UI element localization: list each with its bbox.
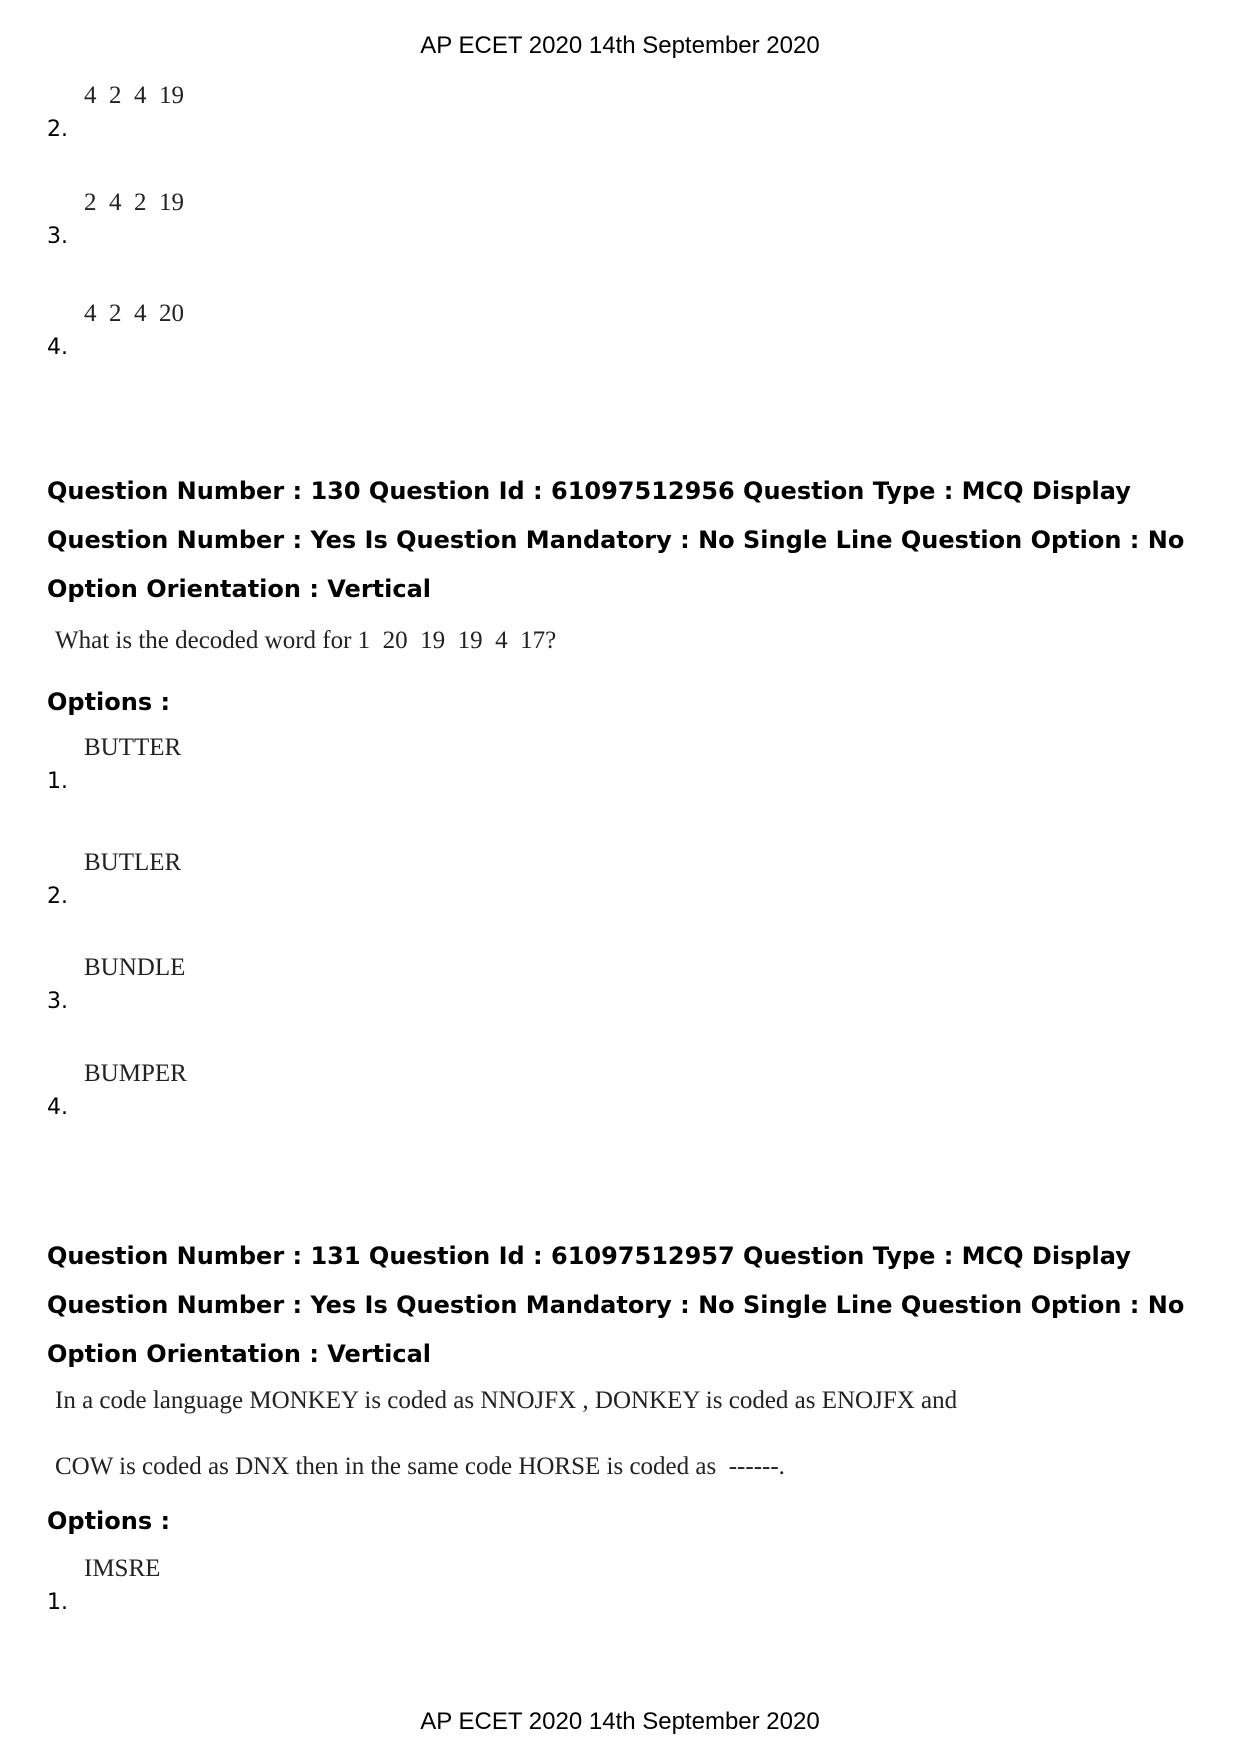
option-item <box>47 82 647 142</box>
option-item <box>47 734 647 794</box>
page-header: AP ECET 2020 14th September 2020 <box>420 32 820 59</box>
option-value: BUMPER <box>84 1060 187 1087</box>
option-value: BUTLER <box>84 849 182 876</box>
question-text-line: COW is coded as DNX then in the same code HORSE is coded as ------. <box>55 1453 785 1480</box>
option-item <box>47 1555 647 1615</box>
option-item <box>47 189 647 249</box>
option-value: 4 2 4 19 <box>84 82 184 109</box>
option-value: IMSRE <box>84 1555 161 1582</box>
option-number: 1. <box>47 769 68 794</box>
option-item <box>47 954 647 1014</box>
option-value: 2 4 2 19 <box>84 189 184 216</box>
options-label: Options : <box>47 688 171 716</box>
option-value: 4 2 4 20 <box>84 300 184 327</box>
question-meta: Question Number : 130 Question Id : 61097512956 Question Type : MCQ Display Question Number : Yes Is Question Mandatory : No Single Line Question Option : No Option Orientation : Vertical <box>47 477 1185 603</box>
option-number: 3. <box>47 989 68 1014</box>
option-number: 4. <box>47 335 68 360</box>
option-number: 2. <box>47 884 68 909</box>
question-text-line: In a code language MONKEY is coded as NNOJFX , DONKEY is coded as ENOJFX and <box>55 1387 958 1414</box>
page-footer: AP ECET 2020 14th September 2020 <box>420 1708 820 1735</box>
question-text: What is the decoded word for 1 20 19 19 4 17? <box>55 627 557 654</box>
option-item <box>47 1060 647 1120</box>
option-value: BUNDLE <box>84 954 186 981</box>
option-number: 4. <box>47 1095 68 1120</box>
option-item <box>47 300 647 360</box>
question-meta: Question Number : 131 Question Id : 61097512957 Question Type : MCQ Display Question Number : Yes Is Question Mandatory : No Single Line Question Option : No Option Orientation : Vertical <box>47 1242 1185 1368</box>
option-number: 2. <box>47 117 68 142</box>
option-item <box>47 849 647 909</box>
option-number: 1. <box>47 1590 68 1615</box>
option-value: BUTTER <box>84 734 182 761</box>
option-number: 3. <box>47 224 68 249</box>
options-label: Options : <box>47 1507 171 1535</box>
